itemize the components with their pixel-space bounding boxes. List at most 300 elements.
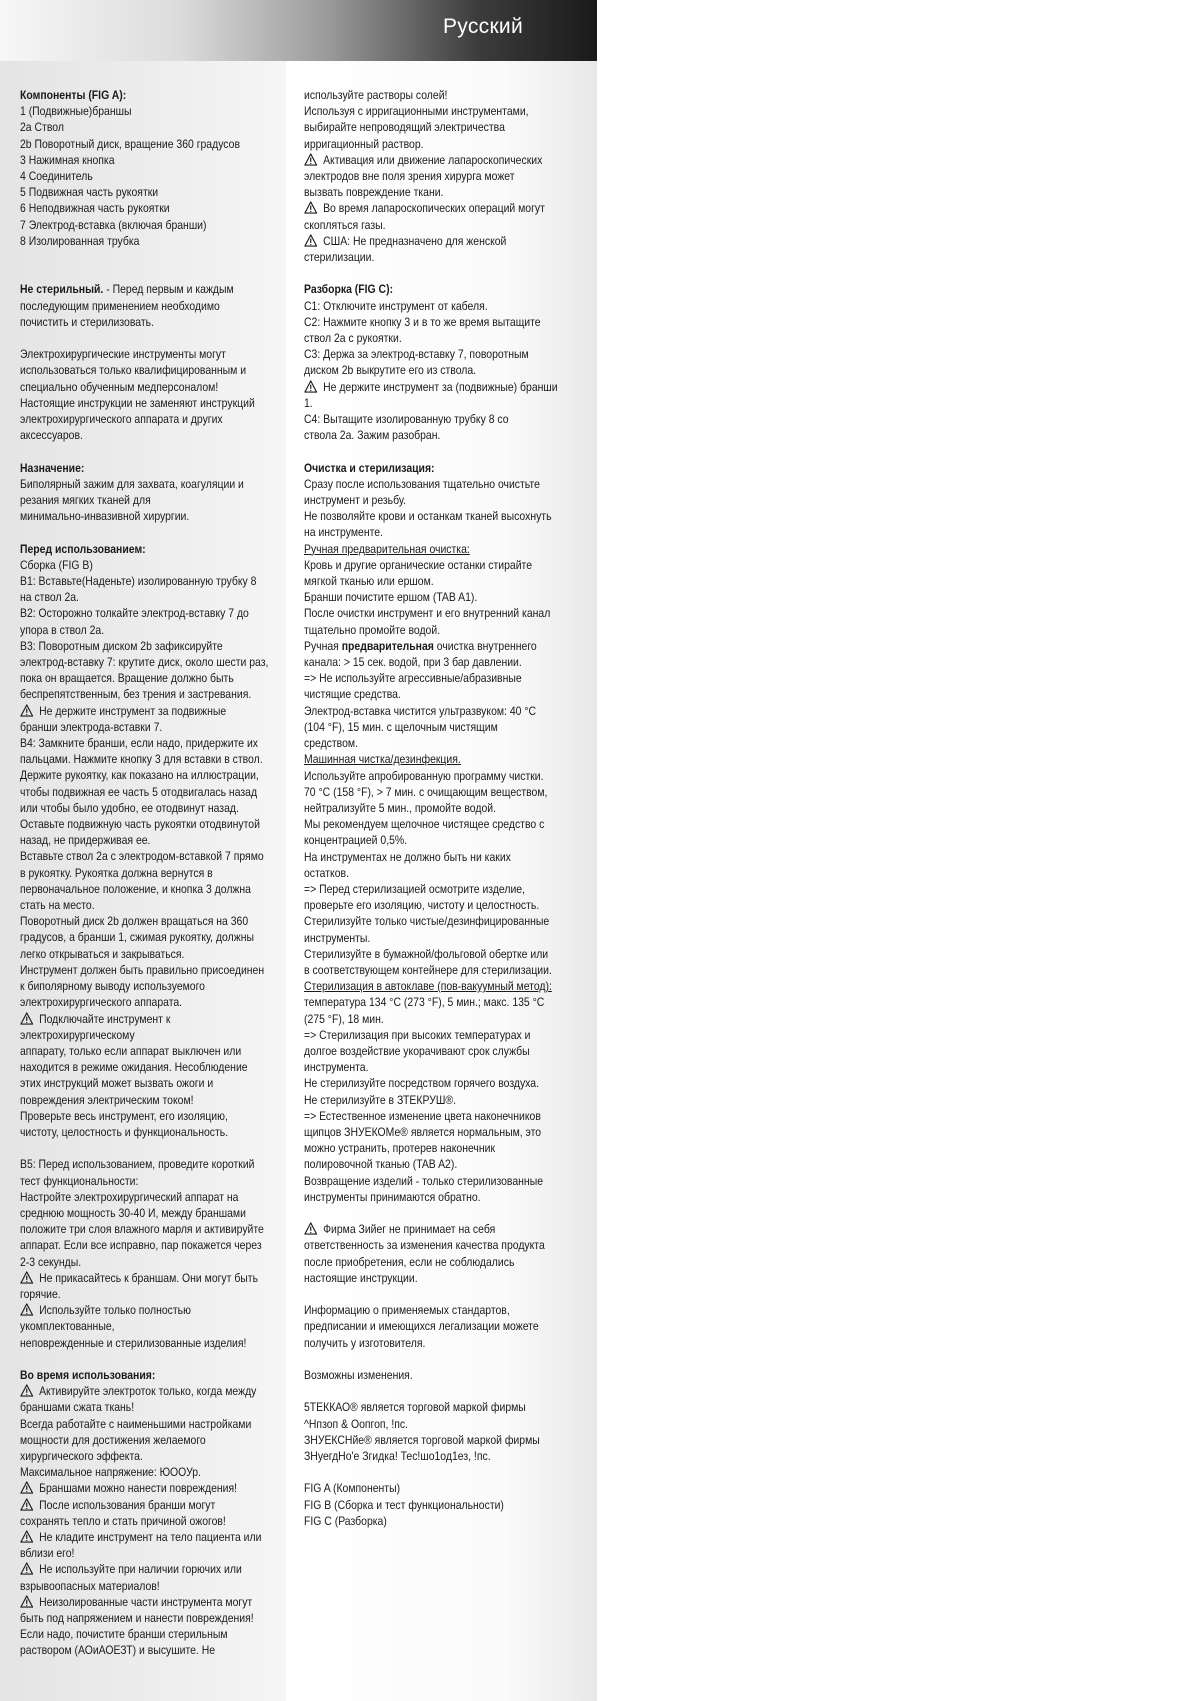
section-heading [304,461,549,477]
text-line [20,120,285,136]
text-line [304,574,549,590]
text-line [20,218,285,234]
left-text-column [20,88,285,1660]
text-line [304,704,549,720]
line-text: Настоящие инструкции не заменяют инструкций [20,396,255,410]
line-text: (104 °F), 15 мин. с щелочным чистящим [304,720,498,734]
line-text: B1: Вставьте(Наденьте) изолированную трубку 8 [20,575,257,589]
paragraph-gap [20,250,285,266]
line-text: стерилизации. [304,251,375,265]
text-line [20,1271,285,1287]
line-text: сохранять тепло и стать причиной ожогов! [20,1514,226,1528]
text-line [304,590,549,606]
text-line [20,1514,285,1530]
text-line [304,347,549,363]
text-line [304,882,549,898]
text-line [20,1611,285,1627]
text-line [20,380,285,396]
text-line [304,1174,549,1190]
text-line [304,1028,549,1044]
line-text: Не стерилизуйте посредством горячего воздуха. [304,1077,539,1091]
text-line [304,1238,549,1254]
line-text: Если надо, почистите бранши стерильным [20,1628,228,1642]
text-line [20,1562,285,1578]
text-line [20,979,285,995]
paragraph-gap [304,1287,549,1303]
line-text: инструмента. [304,1061,369,1075]
text-line [304,1481,549,1497]
text-line [20,1595,285,1611]
line-text: Не кладите инструмент на тело пациента или [36,1530,262,1544]
text-line [20,1093,285,1109]
text-line [20,1238,285,1254]
text-line [304,299,549,315]
line-text: Не держите инструмент за (подвижные) бранши [320,380,558,394]
text-line [304,947,549,963]
line-text: Сразу после использования тщательно очистьте [304,477,540,491]
text-line [20,396,285,412]
text-line [304,120,549,136]
text-line [304,687,549,703]
line-text: - Перед первым и каждым [103,283,234,297]
line-text: ирригационный раствор. [304,137,424,151]
text-line [304,412,549,428]
text-line [304,525,549,541]
line-text: горячие. [20,1287,61,1301]
warning-triangle-icon [20,1562,34,1575]
text-line [304,104,549,120]
line-text: диском 2b выкрутите его из ствола. [304,364,477,378]
text-line [304,201,549,217]
text-line [20,1303,285,1319]
line-text: 5 Подвижная часть рукоятки [20,186,159,200]
text-line [304,979,552,995]
text-line [20,866,285,882]
text-line [304,1271,549,1287]
line-text: => Не используйте агрессивные/абразивные [304,672,522,686]
text-line [20,1255,285,1271]
warning-triangle-icon [20,1498,34,1511]
line-text: тщательно промойте водой. [304,623,441,637]
line-text: резания мягких тканей для [20,494,151,508]
line-text: ствола 2a. Зажим разобран. [304,429,441,443]
line-text: использоваться только квалифицированным и [20,364,247,378]
text-line [304,315,549,331]
line-text: полировочной тканью (TAB A2). [304,1158,458,1172]
text-line [304,736,549,752]
section-heading [20,461,285,477]
text-line [20,1400,285,1416]
line-text: вызвать повреждение ткани. [304,186,444,200]
line-text: аксессуаров. [20,429,83,443]
line-text: чтобы подвижная ее часть 5 отодвигалась назад [20,785,258,799]
text-line [304,898,549,914]
line-text: мощности для достижения желаемого [20,1433,206,1447]
text-line [304,1368,549,1384]
line-text: аппарат. Если все исправно, пар покажется через [20,1239,262,1253]
text-line [304,396,549,412]
line-text: 2-3 секунды. [20,1255,82,1269]
line-text: получить у изготовителя. [304,1336,426,1350]
text-line [20,574,285,590]
text-line [304,1190,549,1206]
text-line [20,639,285,655]
text-line [304,785,549,801]
line-text: FIG A (Компоненты) [304,1482,401,1496]
text-line [304,833,549,849]
line-text: FIG B (Сборка и тест функциональности) [304,1498,504,1512]
text-line [304,1400,549,1416]
line-text: => Стерилизация при высоких температурах и [304,1028,531,1042]
text-line [20,1206,285,1222]
line-text: ЗНУЕКСНйе® является торговой маркой фирмы [304,1433,540,1447]
text-line [304,169,549,185]
text-line [304,218,549,234]
line-text: Информацию о применяемых стандартов, [304,1304,510,1318]
line-text: => Перед стерилизацией осмотрите изделие, [304,882,526,896]
line-text: C4: Вытащите изолированную трубку 8 со [304,413,509,427]
warning-triangle-icon [304,1222,318,1235]
line-text: или чтобы было удобно, ее отодвинут назад. [20,801,239,815]
text-line [304,769,549,785]
text-line [20,671,285,687]
line-text: Во время лапароскопических операций могут [320,202,545,216]
text-line [20,1287,285,1303]
line-text: стать на место. [20,899,95,913]
text-line [304,1076,549,1092]
line-text: упора в ствол 2a. [20,623,105,637]
text-line [304,380,558,396]
line-text: Машинная чистка/дезинфекция. [304,753,461,767]
line-text: B5: Перед использованием, проведите короткий [20,1158,255,1172]
line-text: 5ТЕККАО® является торговой маркой фирмы [304,1401,526,1415]
text-line [304,752,549,768]
line-text: остатков. [304,866,349,880]
line-text: аппарату, только если аппарат выключен или [20,1044,242,1058]
line-text: Ручная [304,639,342,653]
line-text: Во время использования: [20,1368,156,1382]
line-text: настоящие инструкции. [304,1271,418,1285]
text-line [20,1384,285,1400]
line-text: тест функциональности: [20,1174,139,1188]
warning-triangle-icon [20,1481,34,1494]
line-text: концентрацией 0,5%. [304,834,408,848]
text-line [20,768,285,784]
line-text: Всегда работайте с наименьшими настройками [20,1417,252,1431]
line-text: 4 Соединитель [20,170,93,184]
line-text: 1 (Подвижные)браншы [20,105,132,119]
section-heading [20,88,285,104]
text-line [20,1157,285,1173]
text-line [304,1319,549,1335]
bold-text: предварительная [341,639,434,653]
line-text: Инструмент должен быть правильно присоединен [20,963,265,977]
text-line [20,817,285,833]
text-line [20,185,285,201]
text-line [304,153,549,169]
line-text: электрохирургического аппарата. [20,996,183,1010]
line-text: канала: > 15 сек. водой, при 3 бар давлении. [304,656,522,670]
line-text: чистоту, целостность и функциональность. [20,1125,229,1139]
text-line [20,687,285,703]
warning-triangle-icon [20,1271,34,1284]
text-line [304,1417,549,1433]
text-line [304,88,549,104]
text-line [304,137,549,153]
line-text: Держите рукоятку, как показано на иллюстрации, [20,769,259,783]
line-text: Разборка (FIG C): [304,283,394,297]
text-line [20,1109,285,1125]
line-text: последующим применением необходимо [20,299,220,313]
text-line [304,509,552,525]
text-line [20,1028,285,1044]
text-line [20,1319,285,1335]
text-line [304,1141,549,1157]
warning-triangle-icon [304,201,318,214]
text-line [20,1044,285,1060]
line-text: на инструменте. [304,526,383,540]
line-text: назад, не придерживая ее. [20,834,151,848]
text-line [20,1579,285,1595]
text-line [20,1465,285,1481]
text-line [304,801,549,817]
line-text: Используйте только полностью [36,1304,191,1318]
warning-triangle-icon [20,1595,34,1608]
line-text: взрывоопасных материалов! [20,1579,160,1593]
text-line [304,493,549,509]
line-text: C3: Держа за электрод-вставку 7, поворотным [304,348,529,362]
text-line [20,509,285,525]
line-text: Возможны изменения. [304,1368,413,1382]
line-text: Поворотный диск 2b должен вращаться на 360 [20,915,249,929]
line-text: Бранши почистите ершом (TAB A1). [304,591,478,605]
line-text: очистка внутреннего [433,639,537,653]
line-text: На инструментах не должно быть ни каких [304,850,511,864]
text-line [20,1449,285,1465]
text-line [20,1190,285,1206]
line-text: повреждения электрическим током! [20,1093,194,1107]
text-line [304,963,552,979]
line-text: инструменты. [304,931,371,945]
line-text: пальцами. Нажмите кнопку 3 для вставки в ствол. [20,753,263,767]
paragraph-gap [20,266,285,282]
text-line [20,282,285,298]
line-text: к биполярному выводу используемого [20,980,205,994]
text-line [20,1060,285,1076]
line-text: минимально-инвазивной хирургии. [20,510,190,524]
line-text: беспрепятственным, без трения и застревания. [20,688,252,702]
line-text: 6 Неподвижная часть рукоятки [20,202,170,216]
text-line [304,995,549,1011]
warning-triangle-icon [20,1012,34,1025]
line-text: проверьте его изоляцию, чистоту и целостность. [304,899,540,913]
text-line [304,428,549,444]
paragraph-gap [304,1384,549,1400]
paragraph-gap [304,1206,549,1222]
line-text: Возвращение изделий - только стерилизованные [304,1174,543,1188]
text-line [304,655,549,671]
line-text: находится в режиме ожидания. Несоблюдение [20,1061,248,1075]
line-text: Стерилизуйте в бумажной/фольговой обертке или [304,947,549,961]
line-text: мягкой тканью или ершом. [304,575,434,589]
line-text: США: Не предназначено для женской [320,234,507,248]
line-text: => Естественное изменение цвета наконечников [304,1109,541,1123]
line-text: долгое воздействие укорачивают срок службы [304,1044,530,1058]
line-text: Максимальное напряжение: ЮООУр. [20,1466,201,1480]
line-text: После очистки инструмент и его внутренний канал [304,607,551,621]
line-text: 2a Ствол [20,121,64,135]
text-line [20,1076,285,1092]
line-text: 70 °С (158 °F), > 7 мин. с очищающим веществом, [304,785,548,799]
text-line [20,963,285,979]
warning-triangle-icon [304,153,318,166]
paragraph-gap [304,1465,549,1481]
text-line [20,590,285,606]
text-line [20,1546,285,1562]
text-line [20,882,285,898]
text-line [304,671,549,687]
text-line [20,363,285,379]
line-text: выбирайте непроводящий электричества [304,121,505,135]
paragraph-gap [20,331,285,347]
line-text: Фирма Зийег не принимает на себя [320,1223,496,1237]
line-text: этих инструкций может вызвать ожоги и [20,1077,214,1091]
line-text: средством. [304,737,358,751]
text-line [304,185,549,201]
text-line [304,1449,549,1465]
warning-triangle-icon [304,380,318,393]
text-line [20,428,285,444]
text-line [304,1125,549,1141]
line-text: Электрод-вставка чистится ультразвуком: 40 °С [304,704,537,718]
line-text: 8 Изолированная трубка [20,234,140,248]
line-text: пока он вращается. Вращение должно быть [20,672,234,686]
line-text: Неизолированные части инструмента могут [36,1595,253,1609]
section-heading [20,1368,285,1384]
text-line [304,1498,549,1514]
line-text: в рукоятку. Рукоятка должна вернутся в [20,866,213,880]
paragraph-gap [304,266,549,282]
paragraph-gap [304,1352,549,1368]
paragraph-gap [20,1352,285,1368]
warning-triangle-icon [20,1384,34,1397]
line-text: вблизи его! [20,1547,75,1561]
paragraph-gap [20,444,285,460]
line-text: Подключайте инструмент к [36,1012,171,1026]
line-text: Сборка (FIG B) [20,558,93,572]
line-text: электрод-вставку 7: крутите диск, около шести раз, [20,656,269,670]
line-text: скопляться газы. [304,218,386,232]
text-line [20,1498,285,1514]
text-line [20,1530,285,1546]
text-line [20,704,285,720]
warning-triangle-icon [20,1303,34,1316]
line-text: в соответствующем контейнере для стерилизации. [304,963,552,977]
text-line [20,947,285,963]
line-text: B3: Поворотным диском 2b зафиксируйте [20,639,223,653]
text-line [20,1481,285,1497]
text-line [20,930,285,946]
line-text: Проверьте весь инструмент, его изоляцию, [20,1109,228,1123]
line-text: Не позволяйте крови и останкам тканей высохнуть [304,510,552,524]
line-text: хирургического эффекта. [20,1449,143,1463]
line-text: Компоненты (FIG A): [20,89,127,102]
bold-label: Не стерильный. [20,283,104,297]
line-text: предписании и имеющихся легализации можете [304,1320,539,1334]
text-line [304,331,549,347]
line-text: укомплектованные, [20,1320,115,1334]
line-text: 2b Поворотный диск, вращение 360 градусов [20,137,240,151]
text-line [304,720,549,736]
language-title: Русский [442,15,523,38]
line-text: Браншами можно нанести повреждения! [36,1482,238,1496]
line-text: Перед использованием: [20,542,146,556]
line-text: неповрежденные и стерилизованные изделия! [20,1336,247,1350]
text-line [20,1627,285,1643]
text-line [20,1012,285,1028]
line-text: ЗНуегдНо'е Згидка! Тес!шо1од1ез, !пс. [304,1449,491,1463]
line-text: B4: Замкните бранши, если надо, придержите их [20,737,258,751]
line-text: раствором (АОиАОЕЗТ) и высушите. Не [20,1644,216,1658]
line-text: Назначение: [20,461,85,475]
text-line [20,558,285,574]
text-line [20,104,285,120]
line-text: Не стерилизуйте в ЗТЕКРУШ®. [304,1093,456,1107]
text-line [304,1336,549,1352]
paragraph-gap [20,1141,285,1157]
line-text: почистить и стерилизовать. [20,315,154,329]
text-line [304,1157,549,1173]
text-line [20,898,285,914]
line-text: Биполярный зажим для захвата, коагуляции и [20,477,244,491]
line-text: (275 °F), 18 мин. [304,1012,384,1026]
line-text: Не используйте при наличии горючих или [36,1563,242,1577]
text-line [20,914,285,930]
line-text: браншами сжата ткань! [20,1401,135,1415]
text-line [20,1417,285,1433]
text-line [304,542,549,558]
text-line [20,801,285,817]
text-line [20,1336,285,1352]
line-text: Ручная предварительная очистка: [304,542,470,556]
line-text: легко открываться и закрываться. [20,947,185,961]
warning-triangle-icon [20,1530,34,1543]
line-text: электрохирургическому [20,1028,135,1042]
line-text: инструмент и резьбу. [304,494,406,508]
line-text: градусов, а бранши 1, сжимая рукоятку, должны [20,931,254,945]
text-line [304,639,549,655]
line-text: быть под напряжением и нанести повреждения! [20,1611,254,1625]
line-text: Активация или движение лапароскопических [320,153,543,167]
text-line [304,866,549,882]
line-text: Не держите инструмент за подвижные [36,704,227,718]
section-heading [20,542,285,558]
line-text: ствол 2a с рукоятки. [304,332,402,346]
text-line [304,1044,549,1060]
line-text: специально обученным медперсоналом! [20,380,219,394]
text-line [304,1060,549,1076]
line-text: C1: Отключите инструмент от кабеля. [304,299,488,313]
line-text: электродов вне поля зрения хирурга может [304,170,515,184]
line-text: температура 134 °С (273 °F), 5 мин.; макс. 135 °С [304,996,545,1010]
text-line [304,1109,549,1125]
text-line [304,817,549,833]
line-text: FIG C (Разборка) [304,1514,387,1528]
line-text: положите три слоя влажного марля и активируйте [20,1223,264,1237]
text-line [20,1174,285,1190]
line-text: Оставьте подвижную часть рукоятки отодвинутой [20,818,260,832]
text-line [304,606,549,622]
